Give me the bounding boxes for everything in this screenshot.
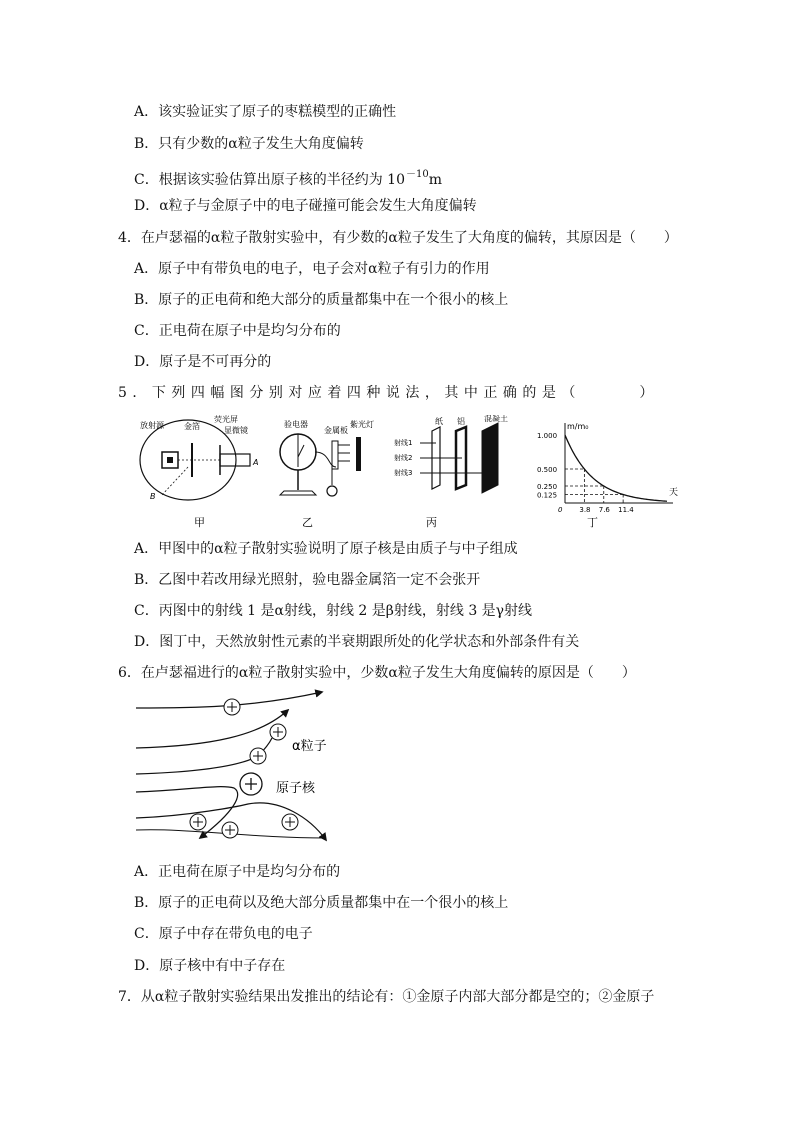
uv-lamp bbox=[356, 437, 361, 471]
q3-option-b: B．只有少数的α粒子发生大角度偏转 bbox=[134, 136, 364, 152]
q6-option-d: D．原子核中有中子存在 bbox=[134, 958, 286, 974]
label-ray-1: 射线1 bbox=[394, 439, 413, 447]
q4-stem: 4．在卢瑟福的α粒子散射实验中，有少数的α粒子发生了大角度的偏转，其原因是（ ） bbox=[118, 230, 678, 246]
label-alpha-particle: α粒子 bbox=[292, 739, 327, 754]
atomic-nucleus bbox=[240, 773, 262, 795]
connecting-wire bbox=[315, 452, 336, 467]
q6-stem: 6．在卢瑟福进行的α粒子散射实验中，少数α粒子发生大角度偏转的原因是（ ） bbox=[118, 665, 636, 681]
label-concrete: 混凝土 bbox=[484, 415, 508, 423]
concrete-block bbox=[482, 423, 498, 493]
label-gold-foil: 金箔 bbox=[184, 422, 200, 431]
scattering-diagram bbox=[130, 688, 360, 848]
q5-option-a: A．甲图中的α粒子散射实验说明了原子核是由质子与中子组成 bbox=[134, 541, 518, 557]
label-screen: 荧光屏 bbox=[214, 415, 238, 424]
q3-option-c-unit: m bbox=[428, 172, 442, 188]
x-tick-label: 11.4 bbox=[618, 506, 634, 514]
alpha-particle-2 bbox=[270, 724, 286, 740]
alpha-particle-5 bbox=[222, 822, 238, 838]
figure-yi bbox=[270, 415, 380, 530]
decay-curve bbox=[565, 435, 667, 501]
q3-option-d: D．α粒子与金原子中的电子碰撞可能会发生大角度偏转 bbox=[134, 198, 477, 214]
q5-option-c: C．丙图中的射线 1 是α射线，射线 2 是β射线，射线 3 是γ射线 bbox=[134, 603, 533, 619]
q6-option-b: B．原子的正电荷以及绝大部分质量都集中在一个很小的核上 bbox=[134, 895, 509, 911]
metal-plate bbox=[332, 441, 338, 469]
label-electroscope: 验电器 bbox=[284, 420, 308, 429]
q5-option-d: D．图丁中，天然放射性元素的半衰期跟所处的化学状态和外部条件有关 bbox=[134, 634, 580, 650]
label-ray-3: 射线3 bbox=[394, 469, 413, 477]
microscope bbox=[220, 454, 250, 466]
caption-yi: 乙 bbox=[302, 516, 313, 529]
deflected-path bbox=[162, 467, 188, 495]
caption-jia: 甲 bbox=[194, 516, 205, 529]
label-a: A bbox=[253, 458, 259, 467]
q3-option-c-exponent: －10 bbox=[405, 169, 429, 180]
q3-option-c-text: C．根据该实验估算出原子核的半径约为 10 bbox=[134, 172, 405, 188]
q4-option-b: B．原子的正电荷和绝大部分的质量都集中在一个很小的核上 bbox=[134, 292, 509, 308]
plate-stand-base bbox=[327, 486, 337, 496]
q6-option-c: C．原子中存在带负电的电子 bbox=[134, 926, 313, 942]
alpha-particle-1 bbox=[224, 699, 240, 715]
y-axis-label: m/m₀ bbox=[567, 422, 589, 431]
y-tick-label: 1.000 bbox=[537, 432, 558, 440]
label-source: 放射源 bbox=[140, 421, 164, 430]
label-b: B bbox=[150, 492, 156, 501]
q4-option-d: D．原子是不可再分的 bbox=[134, 354, 272, 370]
q4-option-a: A．原子中有带负电的电子，电子会对α粒子有引力的作用 bbox=[134, 261, 490, 277]
q6-option-a: A．正电荷在原子中是均匀分布的 bbox=[134, 864, 341, 880]
alpha-particle-6 bbox=[282, 814, 298, 830]
q7-stem: 7．从α粒子散射实验结果出发推出的结论有：①金原子内部大部分都是空的；②金原子 bbox=[118, 989, 655, 1005]
label-metal-plate: 金属板 bbox=[324, 426, 348, 435]
caption-ding: 丁 bbox=[587, 516, 598, 529]
q5-stem: 5．下列四幅图分别对应着四种说法，其中正确的是（ ） bbox=[118, 385, 659, 401]
caption-bing: 丙 bbox=[426, 516, 437, 529]
label-microscope: 显微镜 bbox=[224, 426, 248, 435]
q3-option-a: A．该实验证实了原子的枣糕模型的正确性 bbox=[134, 104, 397, 120]
label-uv-lamp: 紫光灯 bbox=[350, 420, 374, 429]
label-paper: 纸 bbox=[435, 417, 443, 426]
y-tick-label: 0.125 bbox=[537, 491, 558, 500]
q4-option-c: C．正电荷在原子中是均匀分布的 bbox=[134, 323, 341, 339]
x-axis-label: 天 bbox=[669, 488, 679, 498]
figure-ding bbox=[535, 415, 685, 530]
figure-jia bbox=[132, 415, 262, 530]
label-aluminum: 铝 bbox=[457, 417, 465, 426]
y-tick-label: 0.250 bbox=[537, 483, 558, 491]
x-tick-label: 0 bbox=[558, 506, 563, 514]
q5-option-b: B．乙图中若改用绿光照射，验电器金属箔一定不会张开 bbox=[134, 572, 481, 588]
alpha-path-2 bbox=[136, 710, 288, 748]
label-ray-2: 射线2 bbox=[394, 454, 413, 462]
figure-bing bbox=[390, 415, 520, 530]
x-tick-label: 3.8 bbox=[579, 506, 591, 514]
alpha-particle-3 bbox=[250, 748, 266, 764]
electroscope-base bbox=[280, 491, 316, 495]
q3-option-c bbox=[134, 166, 442, 189]
electroscope-leaf bbox=[298, 445, 304, 457]
label-nucleus: 原子核 bbox=[276, 781, 316, 796]
y-tick-label: 0.500 bbox=[537, 466, 558, 474]
x-tick-label: 7.6 bbox=[598, 506, 610, 514]
radiation-source-core bbox=[167, 457, 173, 463]
alpha-particle-4 bbox=[190, 814, 206, 830]
